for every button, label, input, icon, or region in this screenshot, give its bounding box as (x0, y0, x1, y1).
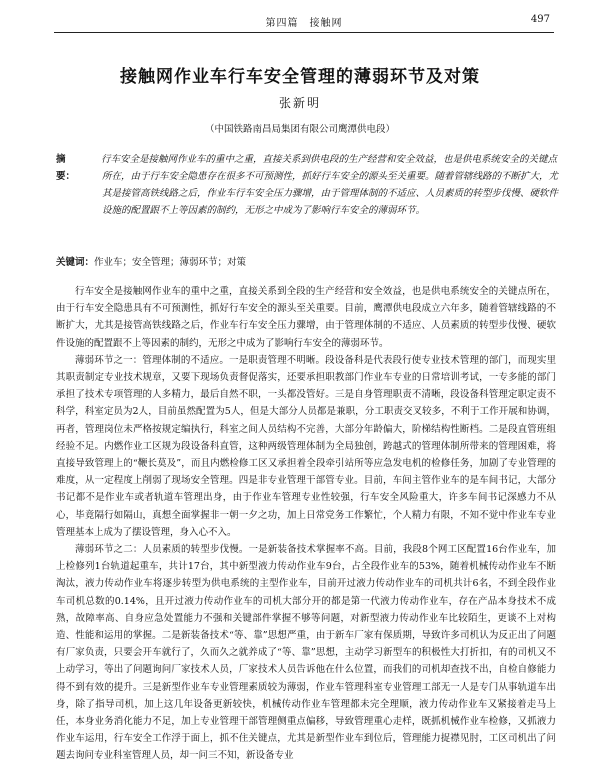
article-title: 接触网作业车行车安全管理的薄弱环节及对策 (120, 67, 480, 87)
author-affiliation: （中国铁路南昌局集团有限公司鹰潭供电段） (204, 124, 395, 135)
running-header (54, 14, 554, 33)
keywords (56, 256, 558, 270)
article-author: 张新明 (278, 96, 321, 110)
body-paragraph: 行车安全是接触网作业车的重中之重，直接关系到全段的生产经营和安全效益，也是供电系统安全的关键点所在，由于行车安全隐患具有不可预测性，抓好行车安全的源头至关重要。目前，鹰潭供电段成立六年多，随着管辖线路的不断扩大，尤其是接管高铁线路之后，作业车行车安全压力骤增，由于管理体制的不适应、人员素质的转型步伐慢、硬软件设施的配置跟不上等因素的制约，无形之中成为了影响行车安全的薄弱环节。 (56, 286, 556, 349)
abstract-text: 行车安全是接触网作业车的重中之重，直接关系到供电段的生产经营和安全效益，也是供电系统安全的关键点所在，由于行车安全隐患存在很多不可预测性，抓好行车安全的源头至关重要。随着管辖线路的不断扩大，尤其是接管高铁线路之后，作业车行车安全压力骤增，由于管理体制的不适应、人员素质的转型步伐慢、硬软件设施的配置跟不上等因素的制约，无形之中成为了影响行车安全的薄弱环节。 (101, 154, 559, 216)
abstract-label: 摘 要： (56, 154, 76, 182)
abstract (56, 151, 558, 219)
body-paragraph: 薄弱环节之二：人员素质的转型步伐慢。一是新装备技术掌握率不高。目前，我段8个网工区配置16台作业车，加上检修列1台轨道起重车，共计17台，其中新型液力传动作业车9台，占全段作业车的53%，随着机械传动作业车不断淘汰，液力传动作业车将逐步转型为供电系统的主型作业车，目前开过液力传动作业车的司机共计6名，不到全段作业车司机总数的0.14%，且开过液力传动作业车的司机大部分开的都是第一代液力传动作业车，存在产品本身技术不成熟，故障率高、自身应急处置能力不强和关键部件掌握不够等问题，对新型液力传动作业车比较陌生，更谈不上对构造、性能和运用的掌握。二是新装备技术“等、靠”思想严重，由于新车厂家有保质期，导致许多司机认为反正出了问题有厂家负责，只要会开车就行了，久而久之就养成了“等、靠”思想，主动学习新型车的积极性大打折扣，有的司机又不上动学习，等出了问题询问厂家技术人员，厂家技术人员告诉他在什么位置，而我们的司机却查找不出，自检自修能力得不到有效的提升。三是新型作业车专业管理素质较为薄弱，作业车管理科室专业管理工部无一人是专门从事轨道车出身，除了指导司机，加上这几年设备更新较快，机械传动作业车管理都未完全理顺，液力传动作业车又紧接着走马上任，本身业务消化能力不足，加上专业管理干部管理侧重点偏移，导致管理重心走样，既抓机械作业车检修，又抓液力作业车运用，行车安全工作浮于面上，抓不住关键点，尤其是新型作业车到位后，管理能力捉襟见肘，工区司机出了问题去询问专业科室管理人员，却一问三不知，新设备专业 (56, 544, 556, 762)
page-number: 497 (530, 14, 550, 25)
body-paragraph: 薄弱环节之一：管理体制的不适应。一是职责管理不明晰。段设备科是代表段行使专业技术管理的部门，而现实里其职责制定专业技术规章，又要下现场负责督促落实，还要承担职教部门作业车专业的日常培训考试，一专多能的部门承担了技术专项管理的人多精力，最后自然不职，一头都没管好。三是自身管理职责不清晰，段设备科管理定职定责不科学，科室定员为2人，目前虽然配置为5人，但是大部分人员都是兼职，分工职责交叉较多，不利于工作开展和协调，再者，管理岗位未严格按规定编执行，科室之间人员结构不完善，大部分年龄偏大，阶梯结构性断档。二是段直管班组经验不足。内燃作业工区规为段设备科直管，这种两级管理体制为全局独创，跨越式的管理体制所带来的管理困难，将直接导致管理上的“鞭长莫及”，而且内燃检修工区又承担着全段牵引站所等应急发电机的检修任务，加剧了专业管理的难度，从一定程度上削弱了现场安全管理。四是非专业管理干部管专业。目前，车间主管作业车的是车间书记，大部分书记都不是作业车或者轨道车管理出身，由于作业车管理专业性较强，行车安全风险重大，许多车间书记深感力不从心，毕竟隔行如隔山，真想全面掌握非一朝一夕之功，加上日常党务工作繁忙，个人精力有限，不知不觉中作业车专业管理基本上成为了摆设管理，身入心不入。 (56, 354, 556, 538)
keywords-label: 关键词： (56, 257, 95, 268)
article-body (56, 283, 556, 765)
running-header-section: 第四篇 接触网 (265, 18, 343, 29)
keywords-text: 作业车；安全管理；薄弱环节；对策 (94, 257, 247, 268)
